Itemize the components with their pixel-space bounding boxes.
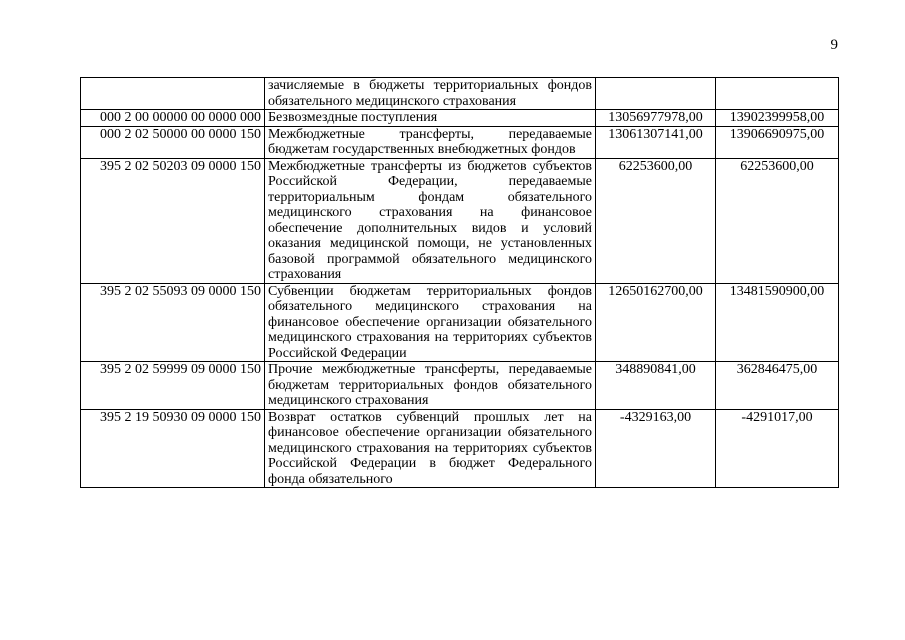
budget-code-cell — [81, 78, 265, 110]
table-row — [81, 78, 839, 110]
revenue-name-cell: Межбюджетные трансферты, передаваемые бюджетам государственных внебюджетных фондов — [265, 126, 596, 158]
budget-code-cell: 395 2 02 59999 09 0000 150 — [81, 362, 265, 410]
amount-year1-cell: 348890841,00 — [596, 362, 716, 410]
amount-year2-cell: 362846475,00 — [716, 362, 839, 410]
amount-year2-cell: 13902399958,00 — [716, 110, 839, 127]
budget-revenue-table — [80, 77, 839, 488]
budget-code-cell: 395 2 19 50930 09 0000 150 — [81, 409, 265, 488]
revenue-name-cell: Межбюджетные трансферты из бюджетов субъектов Российской Федерации, передаваемые территориальным фондам обязательного медицинского страхования на финансовое обеспечение дополнительных видов и условий оказания медицинской помощи, не установленных базовой программой обязательного медицинского страхования — [265, 158, 596, 283]
table-row — [81, 158, 839, 283]
revenue-name-cell: Безвозмездные поступления — [265, 110, 596, 127]
amount-year2-cell: -4291017,00 — [716, 409, 839, 488]
budget-code-cell: 000 2 00 00000 00 0000 000 — [81, 110, 265, 127]
amount-year2-cell — [716, 78, 839, 110]
amount-year2-cell: 62253600,00 — [716, 158, 839, 283]
revenue-name-cell: зачисляемые в бюджеты территориальных фондов обязательного медицинского страхования — [265, 78, 596, 110]
table-row — [81, 126, 839, 158]
budget-code-cell: 395 2 02 55093 09 0000 150 — [81, 283, 265, 362]
table-row — [81, 283, 839, 362]
amount-year2-cell: 13481590900,00 — [716, 283, 839, 362]
amount-year1-cell — [596, 78, 716, 110]
budget-code-cell: 000 2 02 50000 00 0000 150 — [81, 126, 265, 158]
amount-year1-cell: -4329163,00 — [596, 409, 716, 488]
amount-year1-cell: 13056977978,00 — [596, 110, 716, 127]
table-row — [81, 362, 839, 410]
table-row — [81, 110, 839, 127]
table-row — [81, 409, 839, 488]
amount-year1-cell: 12650162700,00 — [596, 283, 716, 362]
budget-code-cell: 395 2 02 50203 09 0000 150 — [81, 158, 265, 283]
revenue-name-cell: Возврат остатков субвенций прошлых лет на финансовое обеспечение организации обязательного медицинского страхования на территориях субъектов Российской Федерации в бюджет Федерального фонда обязательного — [265, 409, 596, 488]
revenue-name-cell: Прочие межбюджетные трансферты, передаваемые бюджетам территориальных фондов обязательного медицинского страхования — [265, 362, 596, 410]
amount-year1-cell: 13061307141,00 — [596, 126, 716, 158]
amount-year2-cell: 13906690975,00 — [716, 126, 839, 158]
revenue-name-cell: Субвенции бюджетам территориальных фондов обязательного медицинского страхования на финансовое обеспечение организации обязательного медицинского страхования на территориях субъектов Российской Федерации — [265, 283, 596, 362]
page-number: 9 — [830, 37, 838, 53]
amount-year1-cell: 62253600,00 — [596, 158, 716, 283]
